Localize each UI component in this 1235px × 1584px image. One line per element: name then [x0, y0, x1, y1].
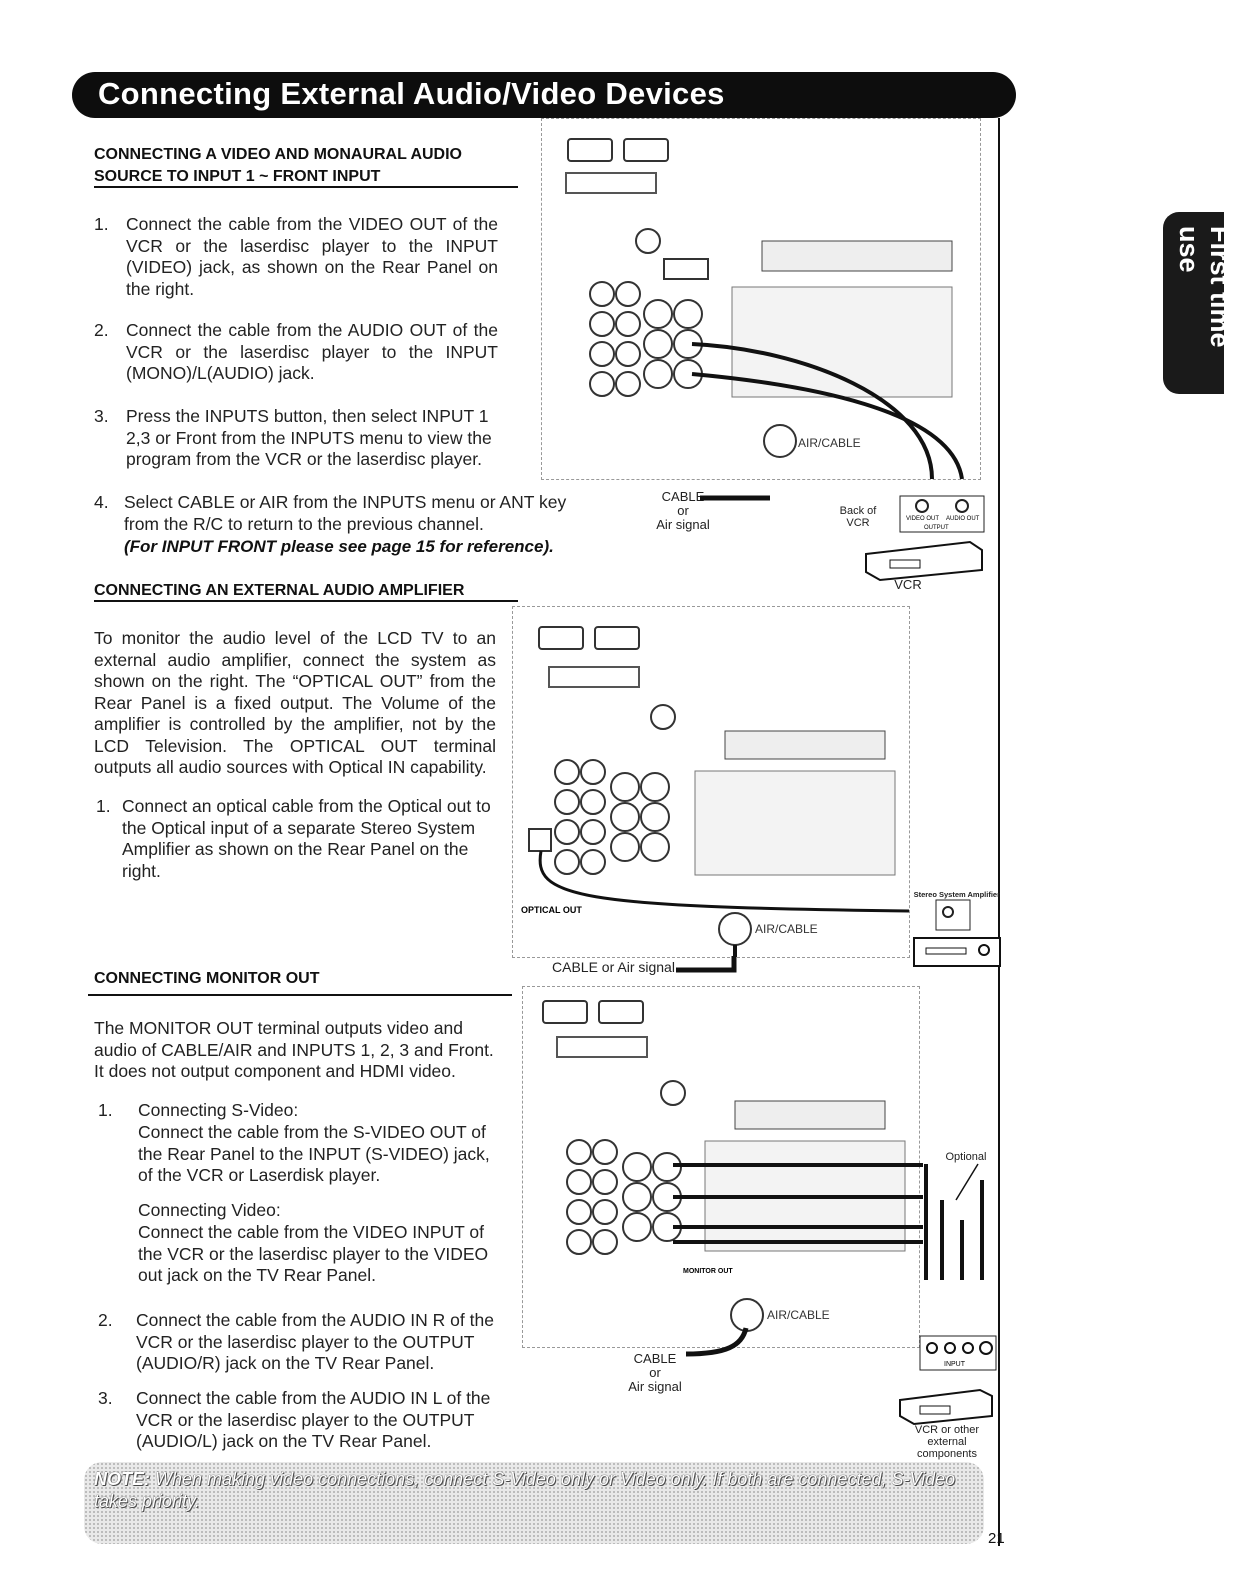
section1-title-line2: SOURCE TO INPUT 1 ~ FRONT INPUT [94, 168, 381, 185]
section1-rule [94, 186, 518, 188]
s1-step2-num: 2. [94, 320, 109, 340]
optical-out-label: OPTICAL OUT [521, 905, 582, 915]
amplifier-illustration [906, 898, 1000, 978]
rear-panel-illustration-1 [542, 119, 980, 479]
page-number: 21 [988, 1530, 1005, 1547]
page-title: Connecting External Audio/Video Devices [98, 76, 725, 111]
s3-step1-num: 1. [98, 1100, 113, 1120]
back-of-vcr-1: Back of [839, 505, 877, 517]
air-cable-label-1: AIR/CABLE [798, 436, 861, 450]
s1-step1-num: 1. [94, 214, 109, 234]
s1-step3-num: 3. [94, 406, 109, 426]
s3-paragraph: The MONITOR OUT terminal outputs video and audio of CABLE/AIR and INPUTS 1, 2, 3 and Front. It does not output component and HDMI video. [94, 1018, 494, 1081]
s1-step4-text: Select CABLE or AIR from the INPUTS menu or ANT key from the R/C to return to the previous channel. [124, 492, 567, 534]
cable-label-1c: Air signal [656, 517, 710, 532]
air-cable-label-2: AIR/CABLE [755, 922, 818, 936]
section2-rule [94, 600, 518, 602]
side-tab-label: First time use [1174, 226, 1235, 348]
cable-wire-3 [686, 1328, 766, 1358]
cable-label-3b: or [649, 1365, 661, 1380]
rear-panel-diagram-1 [541, 118, 981, 480]
s3-step1-text2: Connect the cable from the VIDEO INPUT of the VCR or the laserdisc player to the VIDEO out jack on the TV Rear Panel. [138, 1222, 489, 1285]
s2-step1-num: 1. [96, 796, 111, 816]
cable-wire-2 [676, 956, 736, 976]
cable-air-label-2: CABLE or Air signal [552, 959, 675, 975]
video-out-label: VIDEO OUT [906, 516, 940, 522]
vcr-illustration-1 [700, 478, 1000, 588]
cable-label-1a: CABLE [661, 489, 705, 504]
vcr-connectors-3 [916, 1160, 1000, 1380]
section-side-tab [1163, 212, 1235, 394]
s2-paragraph: To monitor the audio level of the LCD TV to an external audio amplifier, connect the system as shown on the right. The “OPTICAL OUT” from the Rear Panel is a fixed output. The Volume of the amplifier is controlled by the amplifier, not by the LCD Television. The OPTICAL OUT terminal outputs all audio sources with Optical IN capability. [94, 628, 496, 777]
s3-step2-text: Connect the cable from the AUDIO IN R of the VCR or the laserdisc player to the OUTPUT (AUDIO/R) jack on the TV Rear Panel. [136, 1310, 494, 1373]
cable-label-1b: or [677, 503, 689, 518]
note-content [94, 1468, 984, 1512]
vcr-label-1: VCR [894, 577, 922, 592]
cable-label-3c: Air signal [628, 1379, 682, 1394]
s1-step2-text: Connect the cable from the AUDIO OUT of the VCR or the laserdisc player to the INPUT (MONO)/L(AUDIO) jack. [126, 320, 498, 383]
section2-title: CONNECTING AN EXTERNAL AUDIO AMPLIFIER [94, 582, 465, 599]
s3-step2-num: 2. [98, 1310, 113, 1330]
cable-label-3a: CABLE [633, 1351, 677, 1366]
input-label: INPUT [944, 1361, 965, 1368]
section1-title-line1: CONNECTING A VIDEO AND MONAURAL AUDIO [94, 146, 462, 163]
stereo-amp-label: Stereo System Amplifier [913, 890, 1000, 899]
back-of-vcr-2: VCR [846, 517, 870, 529]
rear-panel-illustration-3 [523, 987, 919, 1347]
s1-reference: (For INPUT FRONT please see page 15 for reference). [124, 537, 554, 556]
s3-step1-text: Connect the cable from the S-VIDEO OUT of the Rear Panel to the INPUT (S-VIDEO) jack, of the VCR or Laserdisk player. [138, 1122, 490, 1185]
s2-step1-text: Connect an optical cable from the Optical out to the Optical input of a separate Stereo System Amplifier as shown on the Rear Panel on the right. [122, 796, 491, 881]
note-label: NOTE: [94, 1469, 150, 1489]
section3-title: CONNECTING MONITOR OUT [94, 970, 320, 987]
header-banner [72, 72, 1016, 118]
s1-step1-text: Connect the cable from the VIDEO OUT of the VCR or the laserdisc player to the INPUT (VIDEO) jack, as shown on the Rear Panel on the right. [126, 214, 498, 299]
note-box [84, 1462, 984, 1544]
air-cable-label-3: AIR/CABLE [767, 1308, 830, 1322]
s3-step1-heading: Connecting S-Video: [138, 1100, 299, 1120]
output-label: OUTPUT [924, 525, 949, 531]
s1-step3-text: Press the INPUTS button, then select INPUT 1 2,3 or Front from the INPUTS menu to view the program from the VCR or the laserdisc player. [126, 406, 492, 469]
s3-step3-num: 3. [98, 1388, 113, 1408]
section3-rule [88, 994, 512, 996]
monitor-out-label: MONITOR OUT [683, 1268, 733, 1275]
audio-out-label: AUDIO OUT [946, 516, 980, 522]
note-text: When making video connections, connect S-Video only or Video only. If both are connected, S-Video takes priority. [94, 1469, 956, 1511]
rear-panel-diagram-3 [522, 986, 920, 1348]
optional-label: Optional [945, 1151, 987, 1163]
vcr-external-label: VCR or other external components [914, 1424, 980, 1460]
rear-panel-illustration-2 [513, 607, 909, 957]
s3-step1-heading2: Connecting Video: [138, 1200, 281, 1220]
s1-step4-num: 4. [94, 492, 109, 512]
rear-panel-diagram-2 [512, 606, 910, 958]
s3-step3-text: Connect the cable from the AUDIO IN L of the VCR or the laserdisc player to the OUTPUT (AUDIO/L) jack on the TV Rear Panel. [136, 1388, 491, 1451]
vcr-illustration-3 [890, 1386, 994, 1426]
